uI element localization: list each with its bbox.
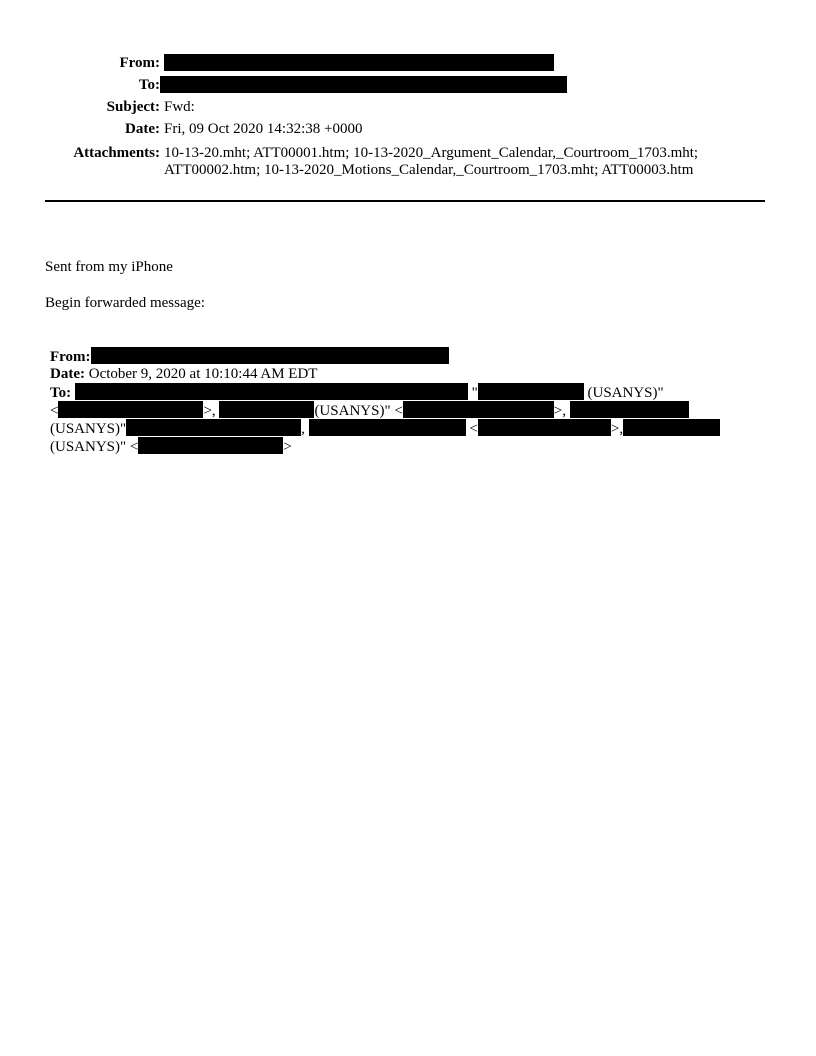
forwarded-date-value: October 9, 2020 at 10:10:44 AM EDT xyxy=(88,366,318,382)
recipient-org: (USANYS)" < xyxy=(50,439,139,455)
redaction-bar xyxy=(126,419,301,436)
angle-close-comma: >, xyxy=(610,421,624,437)
begin-forwarded-text: Begin forwarded message: xyxy=(45,295,205,311)
redaction-bar xyxy=(75,383,468,400)
redaction-bar xyxy=(309,419,466,436)
redaction-bar xyxy=(91,347,449,364)
angle-close: > xyxy=(283,439,292,455)
header-subject-row xyxy=(0,97,816,117)
header-from-label: From: xyxy=(119,55,160,71)
recipient-org: (USANYS)" xyxy=(587,385,664,401)
redaction-bar xyxy=(570,401,689,418)
redaction-bar xyxy=(623,419,720,436)
header-subject-value: Fwd: xyxy=(164,99,195,115)
header-attachments-row-2 xyxy=(0,160,816,180)
recipient-org: (USANYS)" < xyxy=(314,403,403,419)
angle-open: < xyxy=(469,421,478,437)
forwarded-to-label: To: xyxy=(50,385,72,401)
header-subject-label: Subject: xyxy=(106,99,160,115)
forwarded-to-row-1 xyxy=(50,383,664,402)
quote-mark: " xyxy=(471,385,478,401)
redaction-bar xyxy=(403,401,554,418)
redaction-bar xyxy=(219,401,314,418)
forwarded-to-row-2 xyxy=(50,401,689,420)
sent-from-text: Sent from my iPhone xyxy=(45,259,173,275)
redaction-bar xyxy=(58,401,203,418)
header-attachments-line-2: ATT00002.htm; 10-13-2020_Motions_Calendar,_Courtroom_1703.mht; ATT00003.htm xyxy=(164,162,694,178)
header-date-row xyxy=(0,119,816,139)
header-to-label: To: xyxy=(138,77,160,93)
header-from-row xyxy=(0,53,816,73)
forwarded-from-label: From: xyxy=(50,349,91,365)
header-attachments-line-1: 10-13-20.mht; ATT00001.htm; 10-13-2020_Argument_Calendar,_Courtroom_1703.mht; xyxy=(164,145,699,161)
header-to-row xyxy=(0,75,816,95)
forwarded-date-row xyxy=(50,365,317,383)
redaction-bar xyxy=(478,383,584,400)
header-date-value: Fri, 09 Oct 2020 14:32:38 +0000 xyxy=(164,121,363,137)
redaction-bar xyxy=(138,437,283,454)
recipient-org: (USANYS)" xyxy=(50,421,127,437)
angle-close-comma: >, xyxy=(203,403,216,419)
header-divider xyxy=(45,200,765,202)
angle-close-comma: >, xyxy=(553,403,566,419)
angle-open: < xyxy=(50,403,59,419)
header-date-label: Date: xyxy=(125,121,160,137)
redaction-bar xyxy=(164,54,554,71)
forwarded-to-row-3 xyxy=(50,419,720,438)
forwarded-from-row xyxy=(50,347,449,366)
forwarded-to-row-4 xyxy=(50,437,292,456)
redaction-bar xyxy=(160,76,567,93)
header-attachments-label: Attachments: xyxy=(73,145,160,161)
separator-comma: , xyxy=(301,421,305,437)
redaction-bar xyxy=(478,419,611,436)
forwarded-date-label: Date: xyxy=(50,366,85,382)
